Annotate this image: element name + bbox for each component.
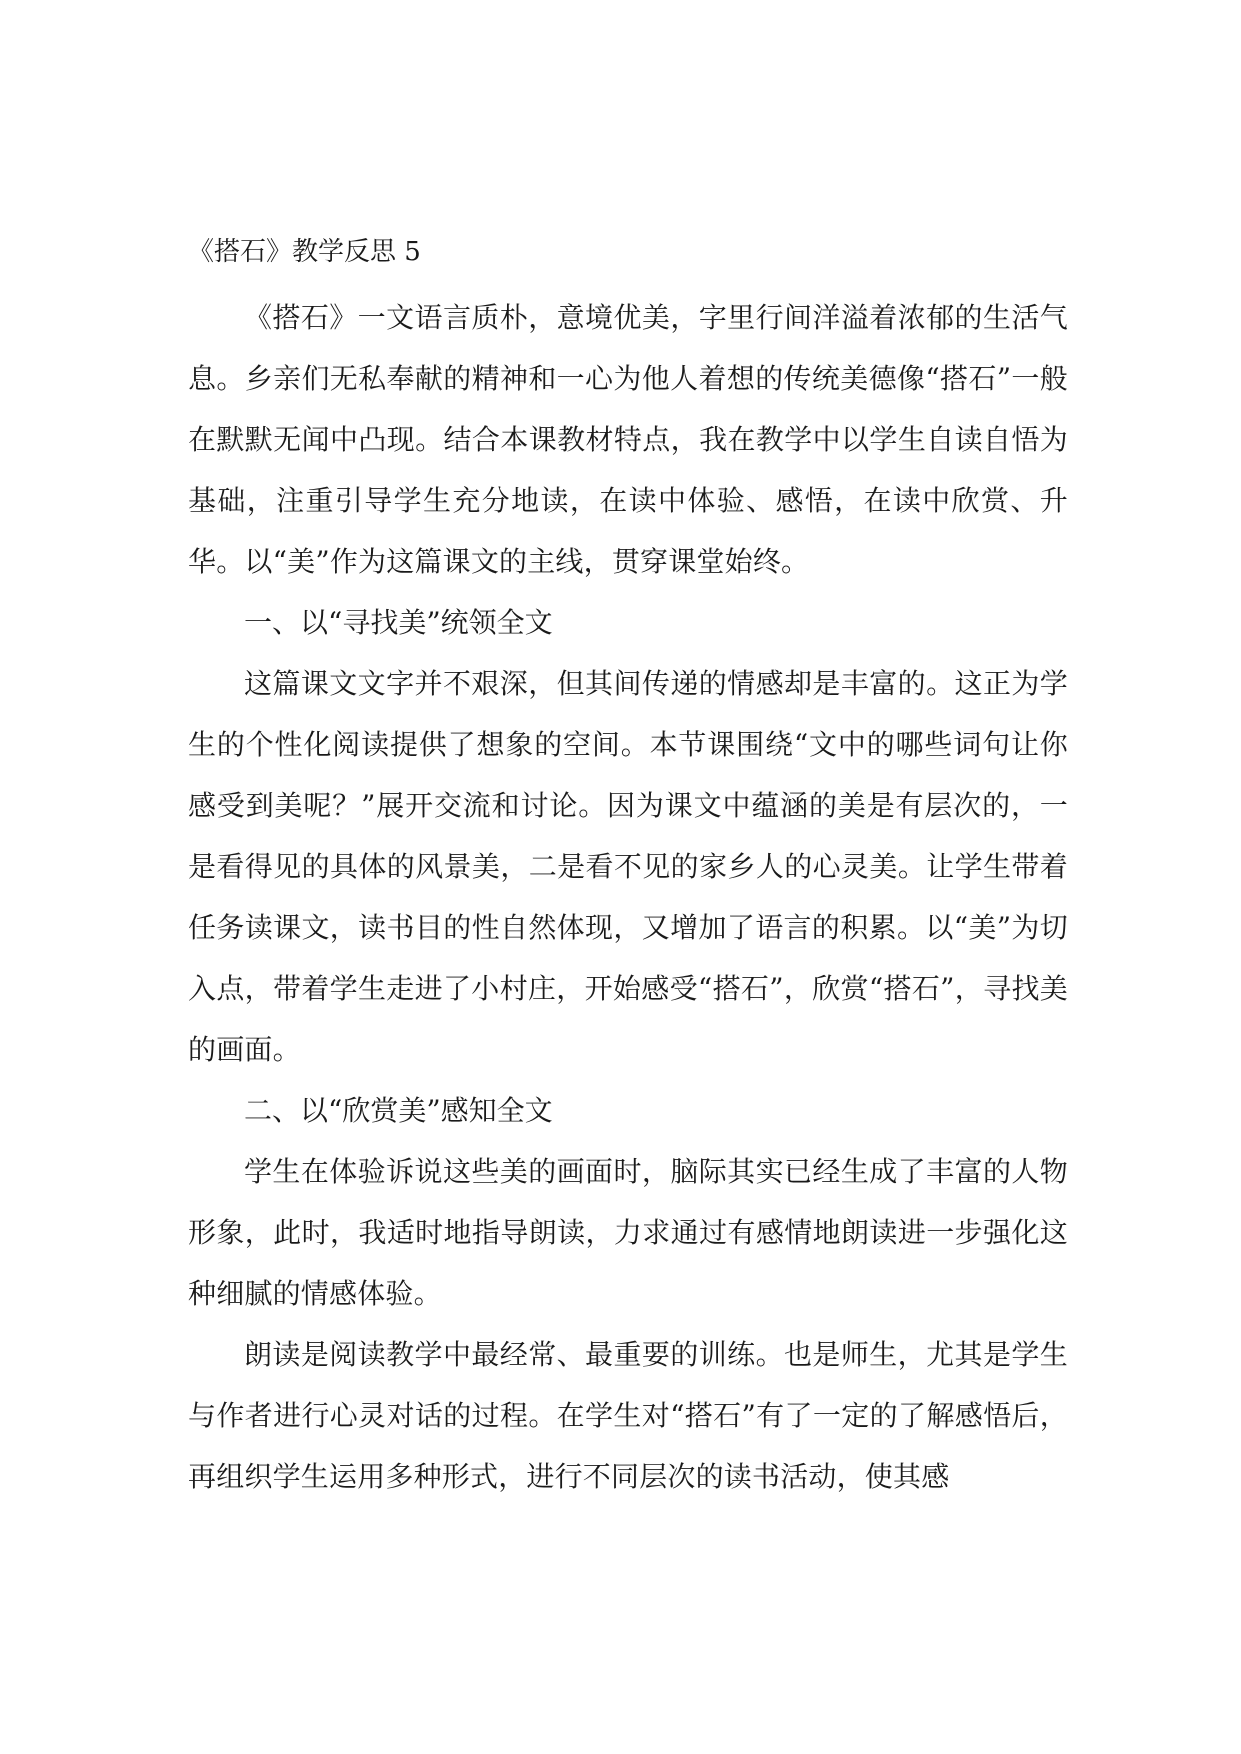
section-heading-2: 二、以“欣赏美”感知全文 bbox=[244, 1094, 553, 1127]
document-title: 《搭石》教学反思 5 bbox=[188, 237, 421, 267]
section-heading-1: 一、以“寻找美”统领全文 bbox=[244, 606, 553, 639]
paragraph-reading: 朗读是阅读教学中最经常、最重要的训练。也是师生，尤其是学生与作者进行心灵对话的过程。在学生对“搭石”有了一定的了解感悟后，再组织学生运用多种形式，进行不同层次的读书活动，使其感 bbox=[188, 1338, 1068, 1493]
document-body bbox=[188, 222, 1068, 1507]
paragraph-section-1: 这篇课文文字并不艰深，但其间传递的情感却是丰富的。这正为学生的个性化阅读提供了想象的空间。本节课围绕“文中的哪些词句让你感受到美呢？”展开交流和讨论。因为课文中蕴涵的美是有层次的，一是看得见的具体的风景美，二是看不见的家乡人的心灵美。让学生带着任务读课文，读书目的性自然体现，又增加了语言的积累。以“美”为切入点，带着学生走进了小村庄，开始感受“搭石”，欣赏“搭石”，寻找美的画面。 bbox=[188, 667, 1068, 1066]
paragraph-intro: 《搭石》一文语言质朴，意境优美，字里行间洋溢着浓郁的生活气息。乡亲们无私奉献的精神和一心为他人着想的传统美德像“搭石”一般在默默无闻中凸现。结合本课教材特点，我在教学中以学生自读自悟为基础，注重引导学生充分地读，在读中体验、感悟，在读中欣赏、升华。以“美”作为这篇课文的主线，贯穿课堂始终。 bbox=[188, 301, 1068, 578]
paragraph-section-2: 学生在体验诉说这些美的画面时，脑际其实已经生成了丰富的人物形象，此时，我适时地指导朗读，力求通过有感情地朗读进一步强化这种细腻的情感体验。 bbox=[188, 1155, 1068, 1310]
